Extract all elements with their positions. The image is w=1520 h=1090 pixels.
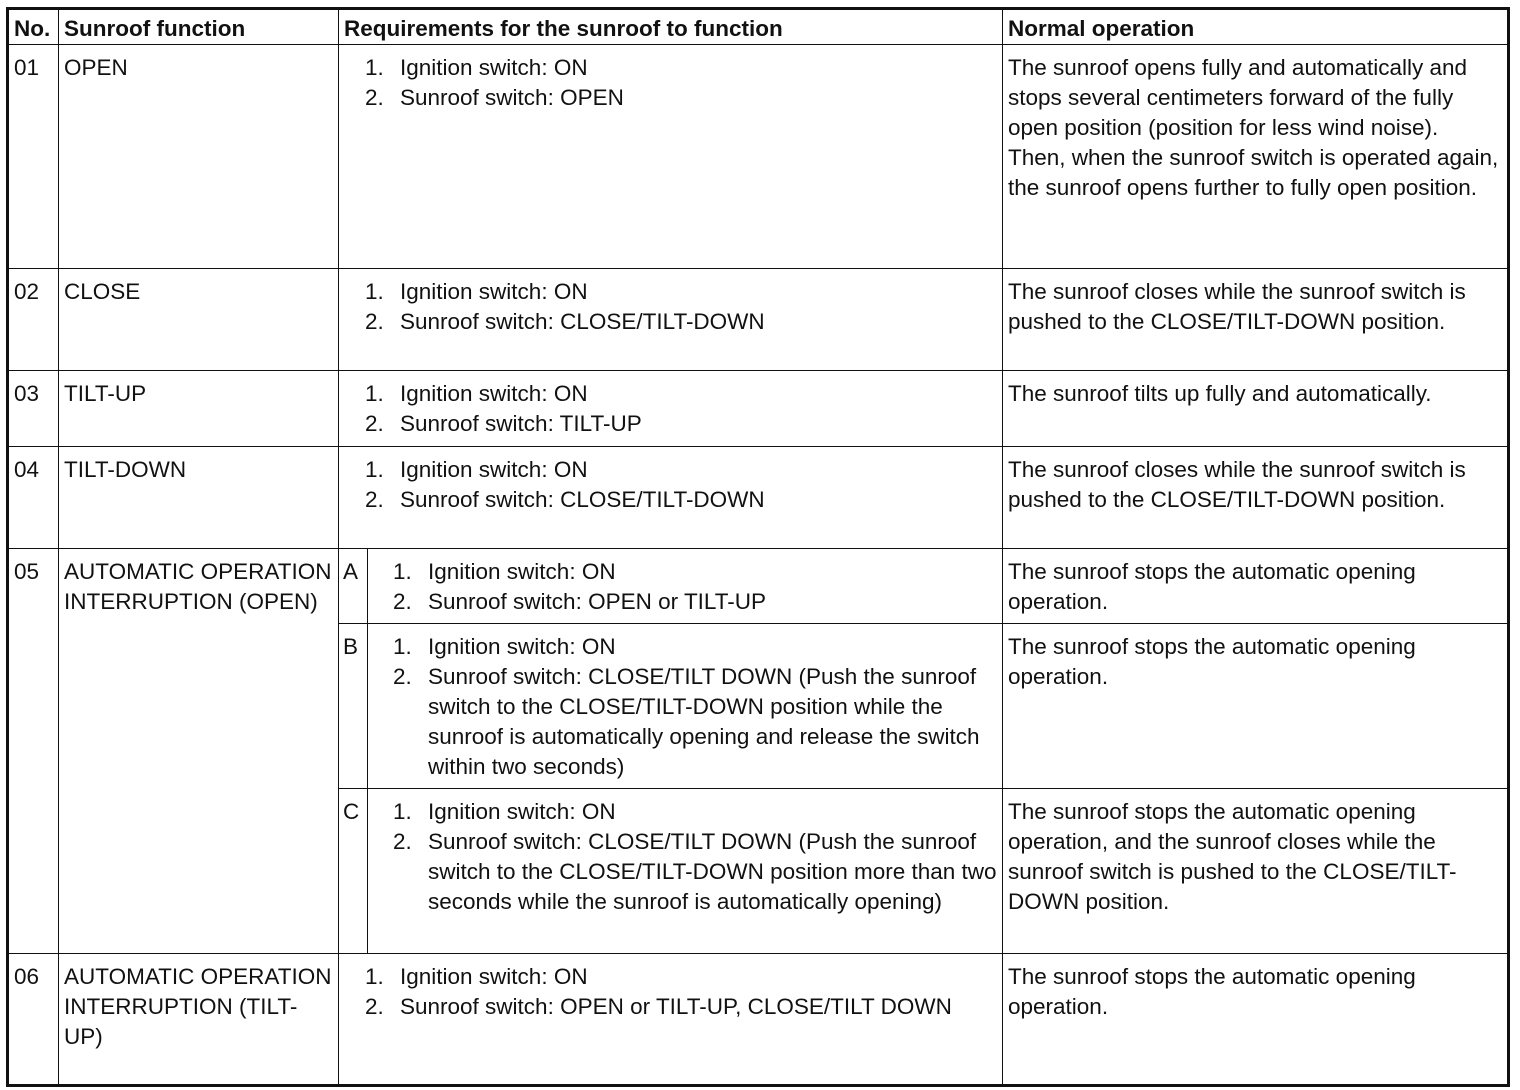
row-no: 05: [8, 549, 59, 954]
list-item: 2. Sunroof switch: OPEN or TILT-UP: [393, 589, 767, 614]
list-item: 1. Ignition switch: ON: [365, 279, 588, 304]
row-operation: The sunroof tilts up fully and automatically.: [1003, 371, 1509, 447]
row-no: 06: [8, 954, 59, 1086]
requirements-list: [344, 962, 997, 1022]
table-row: [8, 45, 1509, 269]
row-requirements: [339, 954, 1003, 1086]
row-operation: The sunroof stops the automatic opening operation.: [1003, 549, 1509, 624]
row-no: 04: [8, 447, 59, 549]
requirements-list: [373, 557, 997, 617]
row-operation: The sunroof stops the automatic opening operation, and the sunroof closes while the sunroof switch is pushed to the CLOSE/TILT-DOWN position.: [1003, 789, 1509, 954]
case-label: B: [339, 624, 368, 789]
row-no: 02: [8, 269, 59, 371]
requirements-list: [344, 379, 997, 439]
row-no: 01: [8, 45, 59, 269]
list-item: 1. Ignition switch: ON: [365, 381, 588, 406]
row-requirements: [339, 371, 1003, 447]
row-function: AUTOMATIC OPERATION INTERRUPTION (OPEN): [59, 549, 339, 954]
sunroof-function-table: [6, 7, 1510, 1087]
row-operation: The sunroof opens fully and automatically and stops several centimeters forward of the fully open position (position for less wind noise). Then, when the sunroof switch is operated again, the sunroof opens further to fully open position.: [1003, 45, 1509, 269]
row-requirements: [339, 45, 1003, 269]
list-item: 2. Sunroof switch: CLOSE/TILT DOWN (Push the sunroof switch to the CLOSE/TILT-DOWN position while the sunroof is automatically opening and release the switch within two seconds): [393, 664, 980, 779]
row-function: AUTOMATIC OPERATION INTERRUPTION (TILT-UP): [59, 954, 339, 1086]
table-row: [8, 549, 1509, 624]
row-no: 03: [8, 371, 59, 447]
row-operation: The sunroof closes while the sunroof switch is pushed to the CLOSE/TILT-DOWN position.: [1003, 269, 1509, 371]
header-requirements: Requirements for the sunroof to function: [339, 9, 1003, 45]
requirements-list: [373, 632, 997, 782]
list-item: 2. Sunroof switch: TILT-UP: [365, 411, 642, 436]
row-function: CLOSE: [59, 269, 339, 371]
list-item: 1. Ignition switch: ON: [393, 634, 616, 659]
row-requirements: [339, 269, 1003, 371]
row-operation: The sunroof closes while the sunroof switch is pushed to the CLOSE/TILT-DOWN position.: [1003, 447, 1509, 549]
list-item: 1. Ignition switch: ON: [365, 457, 588, 482]
list-item: 1. Ignition switch: ON: [393, 799, 616, 824]
case-label: A: [339, 549, 368, 624]
row-function: TILT-UP: [59, 371, 339, 447]
header-no: No.: [8, 9, 59, 45]
list-item: 2. Sunroof switch: OPEN: [365, 85, 624, 110]
table-row: [8, 269, 1509, 371]
table-row: [8, 954, 1509, 1086]
row-requirements: [368, 624, 1003, 789]
header-operation: Normal operation: [1003, 9, 1509, 45]
list-item: 2. Sunroof switch: CLOSE/TILT-DOWN: [365, 487, 765, 512]
row-requirements: [339, 447, 1003, 549]
requirements-list: [344, 455, 997, 515]
list-item: 1. Ignition switch: ON: [365, 964, 588, 989]
requirements-list: [344, 277, 997, 337]
list-item: 2. Sunroof switch: CLOSE/TILT-DOWN: [365, 309, 765, 334]
row-requirements: [368, 549, 1003, 624]
table-row: [8, 371, 1509, 447]
row-requirements: [368, 789, 1003, 954]
table-row: [8, 447, 1509, 549]
list-item: 2. Sunroof switch: OPEN or TILT-UP, CLOSE/TILT DOWN: [365, 994, 952, 1019]
requirements-list: [373, 797, 997, 917]
list-item: 1. Ignition switch: ON: [393, 559, 616, 584]
row-function: TILT-DOWN: [59, 447, 339, 549]
header-function: Sunroof function: [59, 9, 339, 45]
row-function: OPEN: [59, 45, 339, 269]
row-operation: The sunroof stops the automatic opening operation.: [1003, 954, 1509, 1086]
list-item: 2. Sunroof switch: CLOSE/TILT DOWN (Push the sunroof switch to the CLOSE/TILT-DOWN position more than two seconds while the sunroof is automatically opening): [393, 829, 997, 914]
case-label: C: [339, 789, 368, 954]
row-operation: The sunroof stops the automatic opening operation.: [1003, 624, 1509, 789]
list-item: 1. Ignition switch: ON: [365, 55, 588, 80]
table-header-row: [8, 9, 1509, 45]
requirements-list: [344, 53, 997, 113]
